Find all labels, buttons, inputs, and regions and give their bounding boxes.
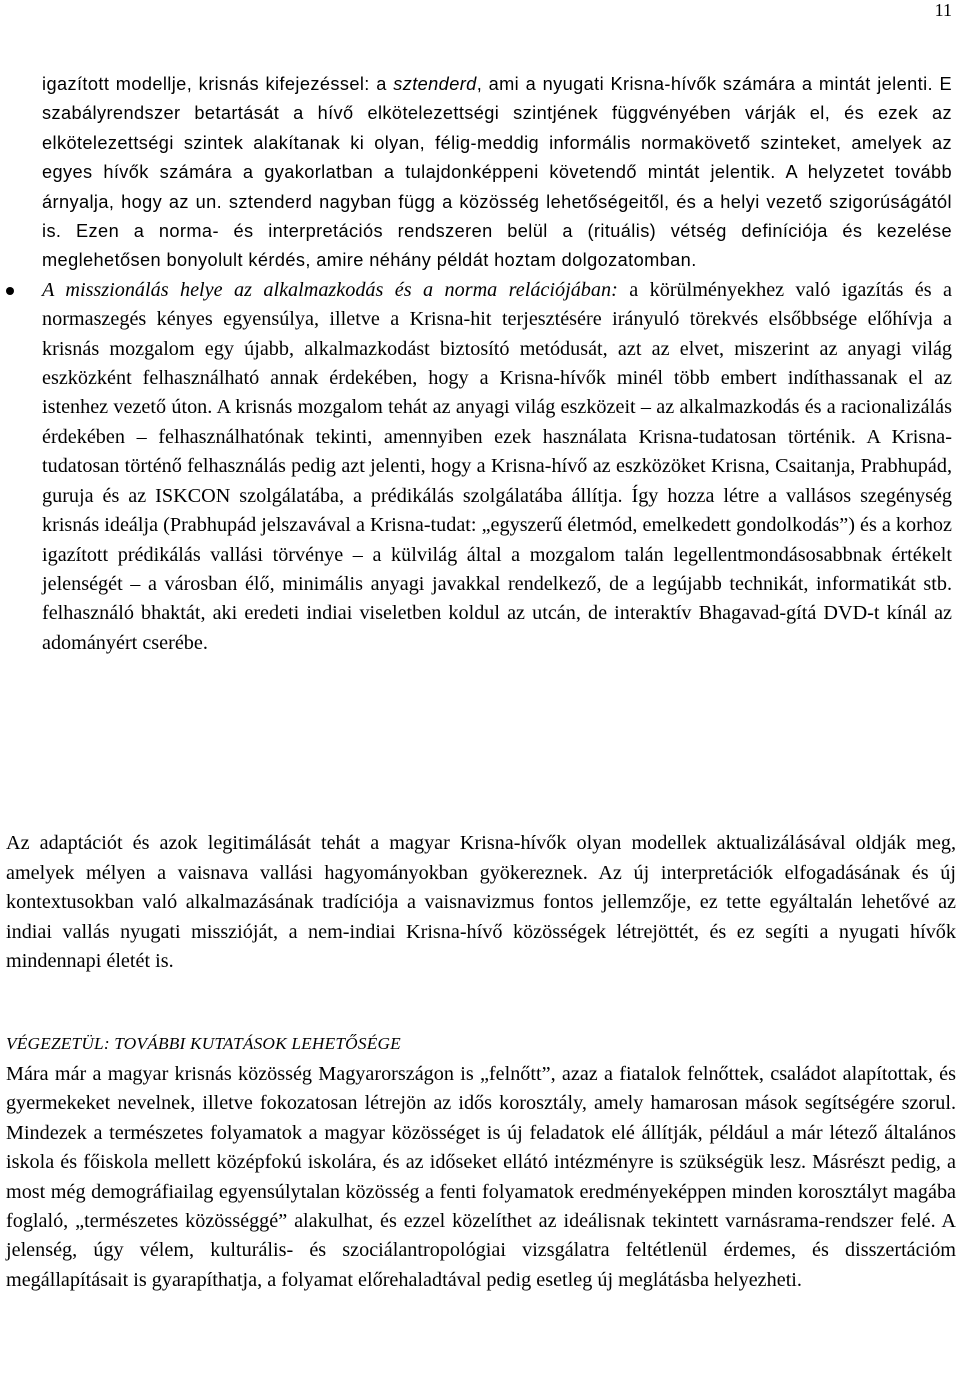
page-number: 11 bbox=[934, 0, 952, 20]
text-segment: , ami a nyugati Krisna-hívők számára a mintát jelenti. E szabályrendszer betartását a hívő elkötelezettségi szintjének függvényében várják el, és ezek az elkötelezettségi szintek alakítanak ki olyan, félig-meddig informális normakövető szinteket, amelyek az egyes hívők számára a gyakorlatban a tulajdonképpeni követendő mintát jelentik. A helyzetet tovább árnyalja, hogy az un. sztenderd nagyban függ a közösség lehetőségeitől, és a helyi vezető szigorúságától is. Ezen a norma- és interpretációs rendszeren belül a (rituális) vétség definíciója és kezelése meglehetősen bonyolult kérdés, amire néhány példát hoztam dolgozatomban. bbox=[42, 74, 952, 271]
italic-lead-phrase: A misszionálás helye az alkalmazkodás és a norma relációjában: bbox=[42, 278, 618, 301]
paragraph-adaptation: Az adaptációt és azok legitimálását tehát a magyar Krisna-hívők olyan modellek aktualizálásával oldják meg, amelyek mélyen a vaisnava vallási hagyományokban gyökereznek. Az új interpretációk elfogadásának és új kontextusokban való alkalmazásának tradíciója a vaisnavizmus fontos jellemzője, ez tette egyáltalán lehetővé az indiai vallás nyugati misszióját, a nem-indiai Krisna-hívő közösségek létrejöttét, és ez segíti a nyugati hívők mindennapi életét is. bbox=[6, 832, 956, 973]
section-heading: VÉGEZETÜL: TOVÁBBI KUTATÁSOK LEHETŐSÉGE bbox=[6, 1034, 401, 1053]
list-item-sztenderd bbox=[0, 70, 960, 276]
list-item-missionalas bbox=[0, 276, 960, 658]
italic-term-sztenderd: sztenderd bbox=[393, 74, 477, 94]
list-item-text bbox=[42, 279, 952, 654]
list-item-text bbox=[42, 74, 952, 270]
text-segment: a körülményekhez való igazítás és a normaszegés kényes egyensúlya, illetve a Krisna-hit terjesztésére irányuló törekvés elsőbbsége előhívja a krisnás mozgalom egy újabb, alkalmazkodást biztosító metódusát, azt az elvet, miszerint az anyagi világ eszközként felhasználható annak érdekében, hogy a Krisna-hívők minél több embert indíthassanak el az istenhez vezető úton. A krisnás mozgalom tehát az anyagi világ eszközeit – az alkalmazkodás és a racionalizálás érdekében – felhasználhatónak tekinti, amennyiben ezek használata Krisna-tudatosan történik. A Krisna-tudatosan történő felhasználás pedig azt jelenti, hogy a Krisna-hívő az eszközöket Krisna, Csaitanja, Prabhupád, guruja és az ISKCON szolgálatába, a prédikálás szolgálatába állítja. Így hozza létre a vallásos szegénység krisnás ideálja (Prabhupád jelszavával a Krisna-tudat: „egyszerű életmód, emelkedett gondolkodás”) és a korhoz igazított prédikálás vallási törvénye – a külvilág által a mozgalom talán legellentmondásosabbnak értékelt jelenségét – a városban élő, minimális anyagi javakkal rendelkező, de a legújabb technikát, informatikát stb. felhasználó bhaktát, aki eredeti indiai viseletben koldul az utcán, de interaktív Bhagavad-gítá DVD-t kínál az adományért cserébe. bbox=[42, 278, 952, 654]
paragraph-final: Mára már a magyar krisnás közösség Magyarországon is „felnőtt”, azaz a fiatalok felnőttek, családot alapítottak, és gyermekeket nevelnek, illetve fokozatosan létrejön az idős korosztály, amely hamarosan mások segítségére szorul. Mindezek a természetes folyamatok a magyar közösséget is új feladatok elé állítják, például a már létező általános iskola és főiskola mellett középfokú iskolára, és az időseket ellátó intézményre is szükségük lesz. Másrészt pedig, a most még demográfiailag egyensúlytalan közösség a fenti folyamatok eredményeképpen minden korosztályt magába foglaló, „természetes közösséggé” alakulhat, és ezzel közelíthet az ideálisnak tekintett varnásrama-rendszer felé. A jelenség, úgy vélem, kulturális- és szociálantropológiai vizsgálatra feltétlenül érdemes, és disszertációm megállapításait is gyarapíthatja, a folyamat előrehaladtával pedig esetleg új meglátásba helyezheti. bbox=[6, 1063, 956, 1291]
text-segment: igazított modellje, krisnás kifejezéssel: a bbox=[42, 74, 394, 94]
bullet-icon bbox=[6, 287, 14, 295]
bullet-list bbox=[0, 70, 960, 658]
